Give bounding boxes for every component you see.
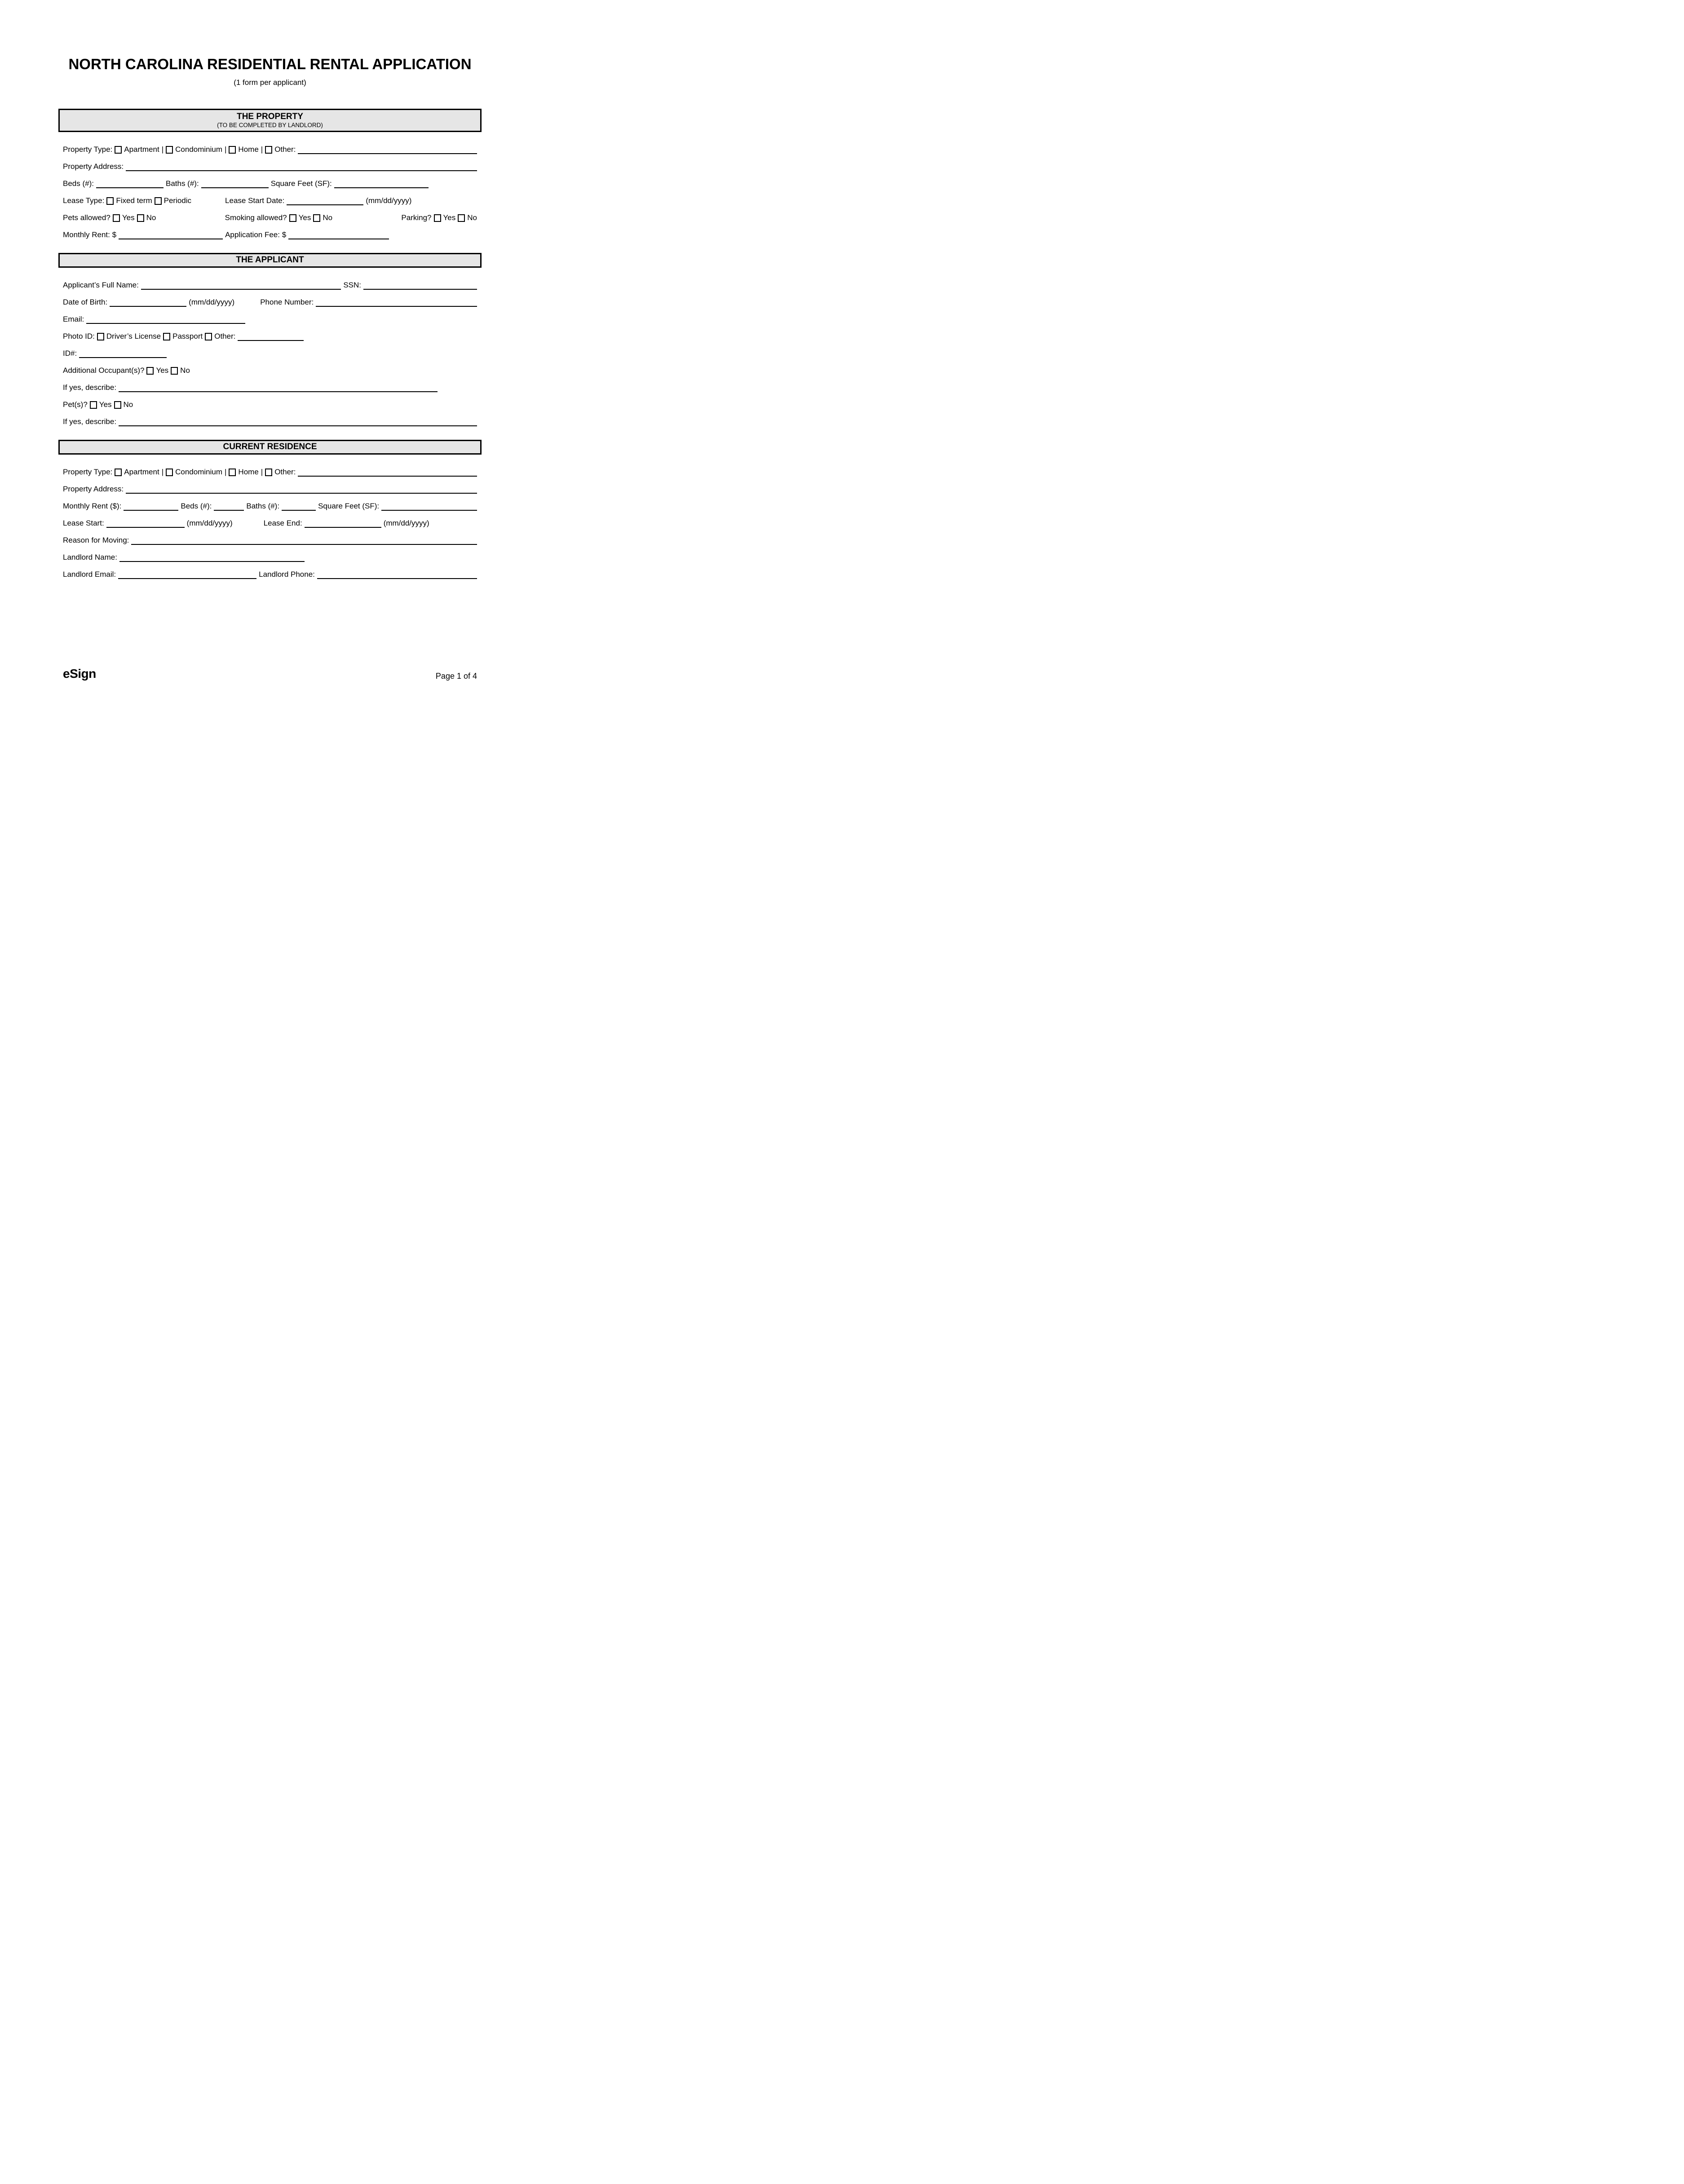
parking-no-checkbox[interactable]	[458, 214, 465, 222]
smoking-allowed-label: Smoking allowed?	[225, 213, 287, 222]
smoking-yes-label: Yes	[298, 213, 311, 222]
lease-type-line	[63, 195, 477, 205]
residence-lease-start-field[interactable]	[106, 519, 185, 528]
dob-field[interactable]	[110, 298, 186, 307]
date-format-hint: (mm/dd/yyyy)	[189, 298, 235, 307]
section-title-property: THE PROPERTY	[237, 112, 303, 122]
periodic-label: Periodic	[164, 196, 192, 205]
photo-id-other-checkbox[interactable]	[205, 333, 212, 340]
landlord-contact-line	[63, 569, 477, 579]
property-home-checkbox[interactable]	[229, 146, 236, 154]
section-header-applicant	[58, 253, 482, 268]
lease-type-label: Lease Type:	[63, 196, 105, 205]
pets-description-field[interactable]	[119, 417, 477, 426]
property-type-label: Property Type:	[63, 145, 113, 154]
pipe-separator: |	[261, 468, 263, 477]
residence-monthly-rent-field[interactable]	[124, 502, 178, 511]
property-type-other-field[interactable]	[298, 145, 477, 154]
landlord-email-label: Landlord Email:	[63, 570, 116, 579]
parking-label: Parking?	[401, 213, 432, 222]
pipe-separator: |	[161, 468, 164, 477]
page-footer	[63, 668, 477, 680]
pets-allowed-label: Pets allowed?	[63, 213, 110, 222]
pets-yes-label: Yes	[122, 213, 135, 222]
dob-label: Date of Birth:	[63, 298, 108, 307]
landlord-phone-field[interactable]	[317, 570, 477, 579]
baths-field[interactable]	[201, 179, 269, 188]
landlord-name-field[interactable]	[119, 553, 305, 562]
occupants-description-field[interactable]	[119, 383, 438, 392]
landlord-email-field[interactable]	[118, 570, 256, 579]
parking-no-label: No	[467, 213, 477, 222]
property-type-line	[63, 144, 477, 154]
occupants-if-yes-label: If yes, describe:	[63, 383, 117, 392]
residence-square-feet-field[interactable]	[381, 502, 477, 511]
pets-no-checkbox[interactable]	[137, 214, 144, 222]
pets-yes-checkbox[interactable]	[113, 214, 120, 222]
occupants-no-checkbox[interactable]	[171, 367, 178, 375]
residence-monthly-rent-label: Monthly Rent ($):	[63, 502, 122, 511]
smoking-yes-checkbox[interactable]	[289, 214, 296, 222]
property-address-line	[63, 161, 477, 171]
landlord-name-line	[63, 552, 477, 562]
pets-if-yes-label: If yes, describe:	[63, 417, 117, 426]
lease-start-date-field[interactable]	[287, 196, 363, 205]
residence-beds-label: Beds (#):	[181, 502, 212, 511]
application-fee-field[interactable]	[288, 230, 389, 239]
email-field[interactable]	[86, 315, 245, 324]
property-apartment-label: Apartment	[124, 145, 159, 154]
id-number-label: ID#:	[63, 349, 77, 358]
page-number: Page 1 of 4	[435, 672, 477, 681]
residence-lease-end-label: Lease End:	[263, 519, 302, 528]
landlord-name-label: Landlord Name:	[63, 553, 117, 562]
property-address-field[interactable]	[126, 162, 477, 171]
parking-yes-checkbox[interactable]	[434, 214, 441, 222]
section-note-property: (TO BE COMPLETED BY LANDLORD)	[217, 122, 323, 129]
application-fee-label: Application Fee: $	[225, 230, 287, 239]
baths-label: Baths (#):	[165, 179, 199, 188]
section-header-current-residence	[58, 440, 482, 455]
beds-field[interactable]	[96, 179, 164, 188]
id-number-field[interactable]	[79, 349, 167, 358]
lease-start-date-label: Lease Start Date:	[225, 196, 285, 205]
email-label: Email:	[63, 315, 84, 324]
residence-address-line	[63, 484, 477, 494]
photo-id-label: Photo ID:	[63, 332, 95, 341]
beds-label: Beds (#):	[63, 179, 94, 188]
occupants-yes-label: Yes	[156, 366, 169, 375]
additional-occupants-line	[63, 365, 477, 375]
photo-id-other-label: Other:	[214, 332, 236, 341]
residence-apartment-label: Apartment	[124, 468, 159, 477]
pets-describe-line	[63, 416, 477, 426]
residence-home-label: Home	[238, 468, 259, 477]
occupants-no-label: No	[180, 366, 190, 375]
full-name-label: Applicant’s Full Name:	[63, 281, 139, 290]
residence-home-checkbox[interactable]	[229, 469, 236, 476]
residence-condominium-checkbox[interactable]	[166, 469, 173, 476]
date-format-hint: (mm/dd/yyyy)	[383, 519, 429, 528]
smoking-allowed-group	[225, 213, 332, 222]
applicant-pets-yes-label: Yes	[99, 400, 112, 409]
reason-for-moving-line	[63, 535, 477, 545]
ssn-label: SSN:	[343, 281, 361, 290]
residence-square-feet-label: Square Feet (SF):	[318, 502, 380, 511]
smoking-no-checkbox[interactable]	[313, 214, 320, 222]
square-feet-field[interactable]	[334, 179, 429, 188]
square-feet-label: Square Feet (SF):	[270, 179, 332, 188]
applicant-dob-line	[63, 297, 477, 307]
residence-type-other-field[interactable]	[298, 468, 477, 477]
property-condominium-checkbox[interactable]	[166, 146, 173, 154]
document-page	[0, 0, 539, 699]
phone-number-label: Phone Number:	[260, 298, 314, 307]
residence-condominium-label: Condominium	[175, 468, 222, 477]
id-number-line	[63, 348, 477, 358]
ssn-field[interactable]	[363, 281, 477, 290]
passport-label: Passport	[172, 332, 203, 341]
photo-id-line	[63, 331, 477, 341]
photo-id-other-field[interactable]	[238, 332, 304, 341]
residence-rent-size-line	[63, 501, 477, 511]
applicant-email-line	[63, 314, 477, 324]
applicant-name-line	[63, 280, 477, 290]
section-title-current-residence: CURRENT RESIDENCE	[223, 442, 317, 452]
residence-baths-label: Baths (#):	[246, 502, 280, 511]
additional-occupants-label: Additional Occupant(s)?	[63, 366, 145, 375]
residence-apartment-checkbox[interactable]	[115, 469, 122, 476]
esign-logo: eSign	[63, 667, 96, 681]
pipe-separator: |	[225, 468, 227, 477]
passport-checkbox[interactable]	[163, 333, 170, 340]
property-condominium-label: Condominium	[175, 145, 222, 154]
residence-other-checkbox[interactable]	[265, 469, 272, 476]
rent-fee-line	[63, 230, 477, 239]
pets-allowed-group	[63, 213, 156, 222]
residence-lease-dates-line	[63, 518, 477, 528]
property-size-line	[63, 178, 477, 188]
monthly-rent-label: Monthly Rent: $	[63, 230, 117, 239]
residence-lease-end-field[interactable]	[305, 519, 381, 528]
residence-other-label: Other:	[274, 468, 296, 477]
residence-beds-field[interactable]	[214, 502, 244, 511]
pipe-separator: |	[225, 145, 227, 154]
section-header-property	[58, 109, 482, 132]
occupants-yes-checkbox[interactable]	[146, 367, 154, 375]
residence-address-label: Property Address:	[63, 485, 124, 494]
occupants-describe-line	[63, 382, 477, 392]
landlord-phone-label: Landlord Phone:	[259, 570, 315, 579]
property-address-label: Property Address:	[63, 162, 124, 171]
fixed-term-checkbox[interactable]	[106, 197, 114, 205]
date-format-hint: (mm/dd/yyyy)	[186, 519, 233, 528]
property-amenities-line	[63, 212, 477, 222]
property-apartment-checkbox[interactable]	[115, 146, 122, 154]
residence-baths-field[interactable]	[282, 502, 316, 511]
date-format-hint: (mm/dd/yyyy)	[366, 196, 412, 205]
property-other-checkbox[interactable]	[265, 146, 272, 154]
pets-no-label: No	[146, 213, 156, 222]
fixed-term-label: Fixed term	[116, 196, 152, 205]
monthly-rent-field[interactable]	[119, 230, 223, 239]
applicant-full-name-field[interactable]	[141, 281, 341, 290]
applicant-pets-label: Pet(s)?	[63, 400, 88, 409]
drivers-license-label: Driver’s License	[106, 332, 161, 341]
parking-yes-label: Yes	[443, 213, 456, 222]
phone-number-field[interactable]	[316, 298, 477, 307]
applicant-pets-no-checkbox[interactable]	[114, 401, 121, 409]
residence-type-label: Property Type:	[63, 468, 113, 477]
residence-type-line	[63, 467, 477, 477]
section-title-applicant: THE APPLICANT	[236, 255, 304, 265]
applicant-pets-no-label: No	[123, 400, 133, 409]
pipe-separator: |	[261, 145, 263, 154]
reason-for-moving-field[interactable]	[131, 536, 477, 545]
page-subtitle: (1 form per applicant)	[234, 78, 306, 87]
applicant-pets-line	[63, 399, 477, 409]
applicant-pets-yes-checkbox[interactable]	[90, 401, 97, 409]
property-home-label: Home	[238, 145, 259, 154]
pipe-separator: |	[161, 145, 164, 154]
residence-address-field[interactable]	[126, 485, 477, 494]
smoking-no-label: No	[323, 213, 333, 222]
reason-for-moving-label: Reason for Moving:	[63, 536, 129, 545]
residence-lease-start-label: Lease Start:	[63, 519, 104, 528]
periodic-checkbox[interactable]	[155, 197, 162, 205]
drivers-license-checkbox[interactable]	[97, 333, 104, 340]
parking-group	[401, 213, 477, 222]
property-other-label: Other:	[274, 145, 296, 154]
page-title: NORTH CAROLINA RESIDENTIAL RENTAL APPLICATION	[68, 56, 472, 72]
